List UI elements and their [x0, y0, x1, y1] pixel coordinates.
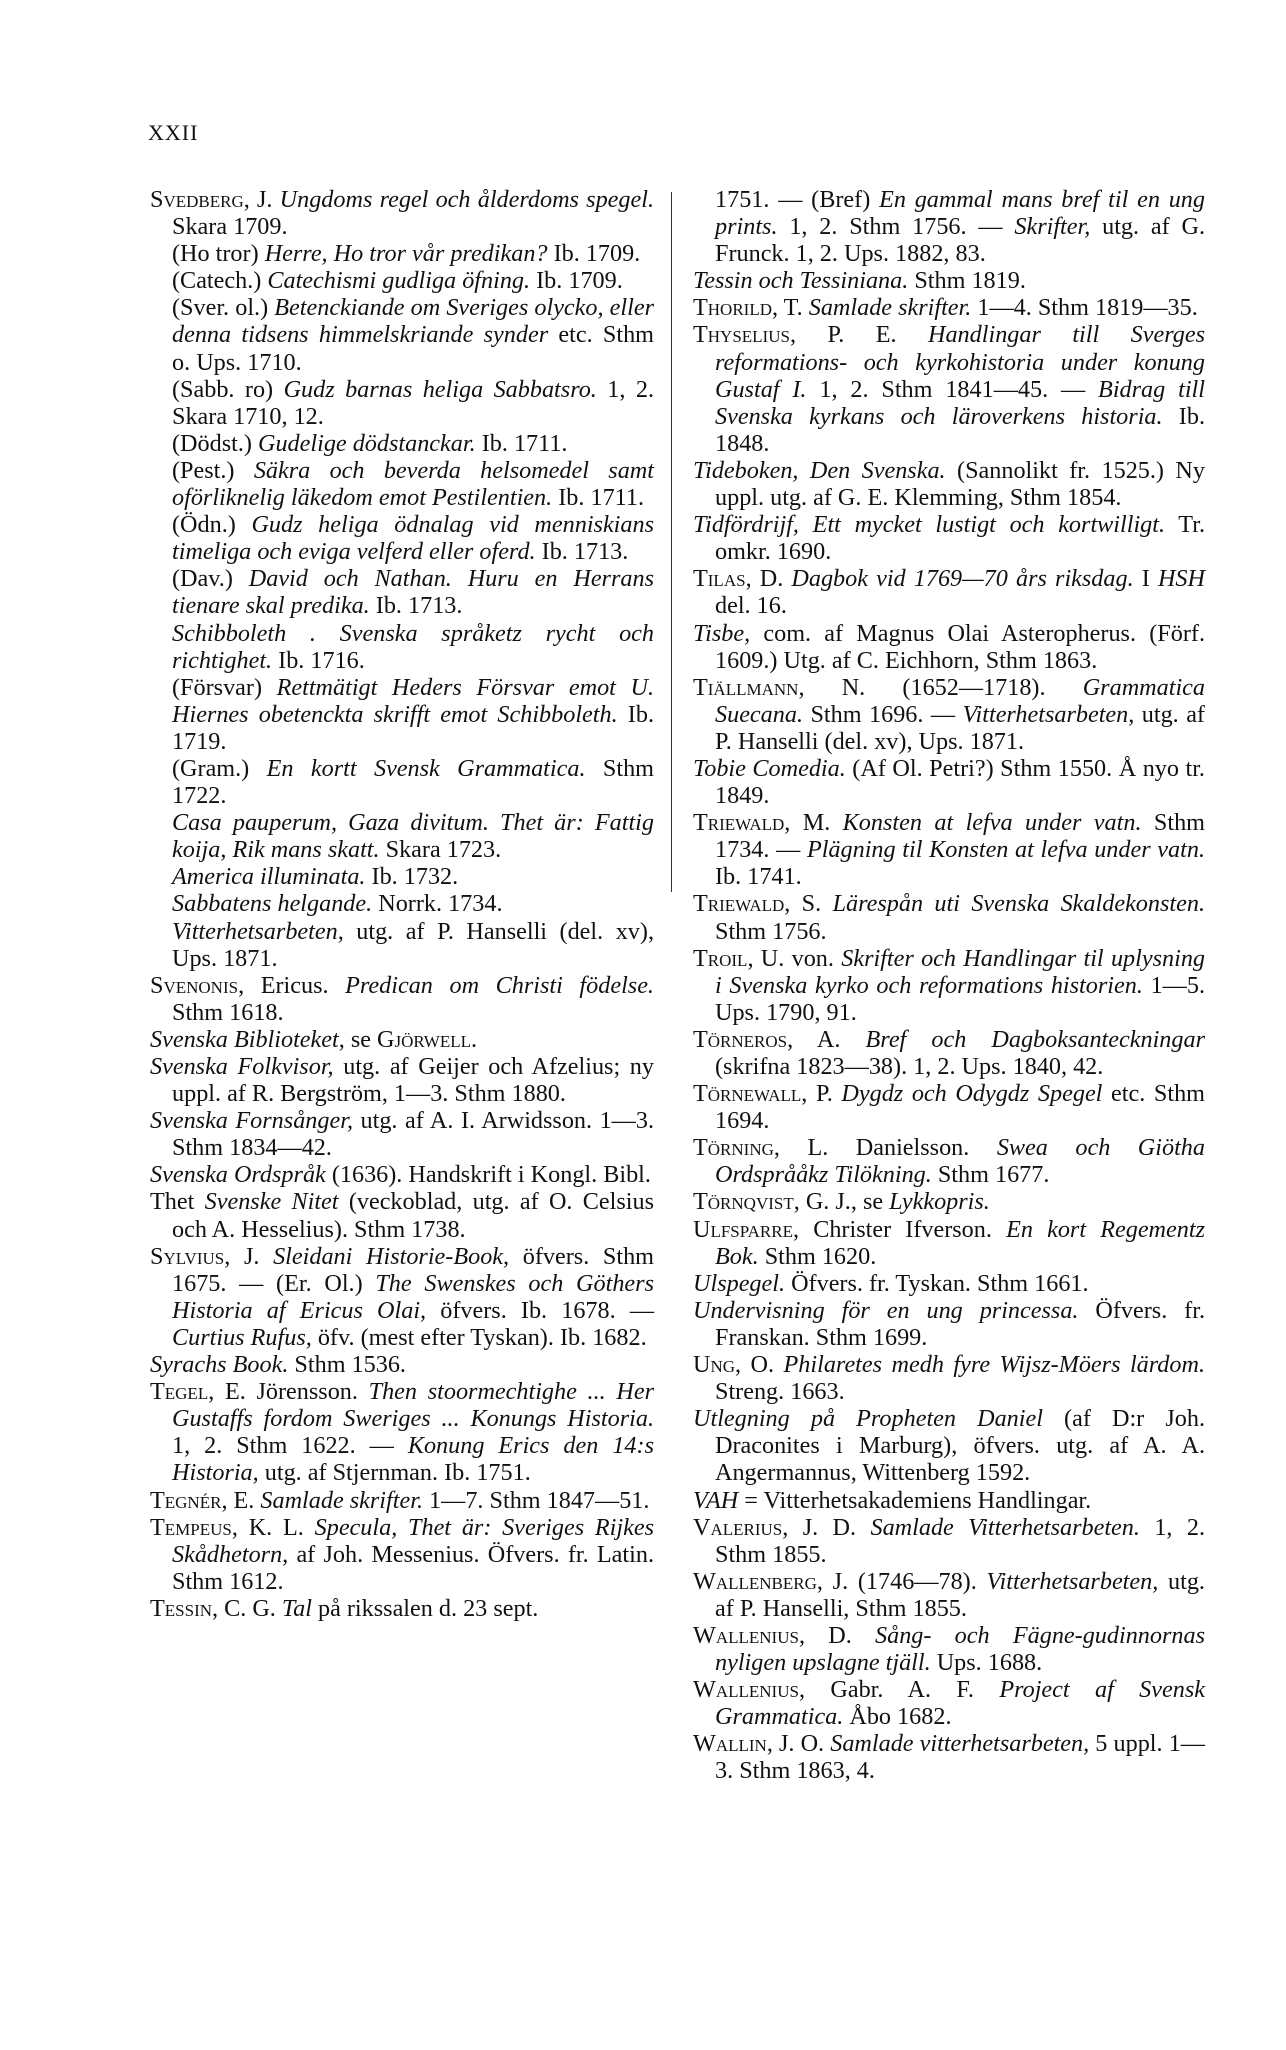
right-column-entry: Ulspegel. Öfvers. fr. Tyskan. Sthm 1661. [693, 1269, 1089, 1297]
left-column-entry: (Pest.) Säkra och beverda helsomedel samt oförliknelig läkedom emot Pestilentien. Ib. 1711. [172, 456, 654, 512]
right-column-entry: Triewald, S. Lärespån uti Svenska Skaldekonsten. Sthm 1756. [693, 890, 1205, 945]
left-column-entry: Svenska Biblioteket, se Gjörwell. [150, 1025, 478, 1053]
left-column-entry: Svenska Fornsånger, utg. af A. I. Arwidsson. 1—3. Sthm 1834—42. [150, 1107, 655, 1162]
right-column-entry: Tiällmann, N. (1652—1718). Grammatica Suecana. Sthm 1696. — Vitterhetsarbeten, utg. af P. Hanselli (del. xv), Ups. 1871. [693, 673, 1205, 755]
column-divider [671, 192, 672, 892]
left-column-entry: Svenska Ordspråk (1636). Handskrift i Kongl. Bibl. [150, 1161, 651, 1189]
right-column-entry: Ulfsparre, Christer Ifverson. En kort Regementz Bok. Sthm 1620. [693, 1215, 1205, 1270]
right-column-entry: Törnqvist, G. J., se Lykkopris. [693, 1188, 990, 1216]
left-column-entry: Vitterhetsarbeten, utg. af P. Hanselli (del. xv), Ups. 1871. [172, 917, 654, 972]
right-column-entry: Triewald, M. Konsten at lefva under vatn. Sthm 1734. — Plägning til Konsten at lefva under vatn. Ib. 1741. [693, 809, 1205, 891]
right-column [693, 186, 1205, 1785]
right-column-entry: Utlegning på Propheten Daniel (af D:r Joh. Draconites i Marburg), öfvers. utg. af A. A. Angermannus, Wittenberg 1592. [693, 1405, 1205, 1487]
right-column-entry: Tobie Comedia. (Af Ol. Petri?) Sthm 1550. Å nyo tr. 1849. [693, 754, 1205, 810]
left-column-entry: (Dav.) David och Nathan. Huru en Herrans tienare skal predika. Ib. 1713. [172, 565, 654, 620]
right-column-entry: Troil, U. von. Skrifter och Handlingar til uplysning i Svenska kyrko och reformations historien. 1—5. Ups. 1790, 91. [693, 944, 1206, 1026]
right-column-entry: Tidfördrijf, Ett mycket lustigt och kortwilligt. Tr. omkr. 1690. [693, 511, 1205, 566]
left-column-entry: Sabbatens helgande. Norrk. 1734. [172, 890, 503, 918]
left-column-entry: Svedberg, J. Ungdoms regel och ålderdoms spegel. Skara 1709. [150, 186, 654, 241]
right-column-entry: 1751. — (Bref) En gammal mans bref til en ung prints. 1, 2. Sthm 1756. — Skrifter, utg. af G. Frunck. 1, 2. Ups. 1882, 83. [715, 186, 1205, 268]
right-column-entry: VAH = Vitterhetsakademiens Handlingar. [693, 1486, 1092, 1514]
right-column-entry: Ung, O. Philaretes medh fyre Wijsz-Möers lärdom. Streng. 1663. [693, 1351, 1205, 1406]
left-column-entry: (Gram.) En kortt Svensk Grammatica. Sthm 1722. [172, 754, 654, 810]
left-column-entry: (Dödst.) Gudelige dödstanckar. Ib. 1711. [172, 429, 568, 457]
left-column-entry: (Sver. ol.) Betenckiande om Sveriges olycko, eller denna tidsens himmelskriande synder etc. Sthm o. Ups. 1710. [172, 294, 654, 376]
left-column-entry: (Ödn.) Gudz heliga ödnalag vid menniskians timeliga och eviga velferd eller oferd. Ib. 1713. [172, 511, 655, 566]
left-column-entry: Casa pauperum, Gaza divitum. Thet är: Fattig koija, Rik mans skatt. Skara 1723. [172, 809, 654, 864]
right-column-entry: Thyselius, P. E. Handlingar till Sverges reformations- och kyrkohistoria under konung Gustaf I. 1, 2. Sthm 1841—45. — Bidrag till Svenska kyrkans och läroverkens historia. Ib. 1848. [693, 321, 1205, 457]
right-column-entry: Undervisning för en ung princessa. Öfvers. fr. Franskan. Sthm 1699. [693, 1296, 1205, 1351]
left-column-entry: (Sabb. ro) Gudz barnas heliga Sabbatsro. 1, 2. Skara 1710, 12. [172, 375, 655, 430]
left-column-entry: Thet Svenske Nitet (veckoblad, utg. af O. Celsius och A. Hesselius). Sthm 1738. [150, 1188, 655, 1243]
left-column-entry: Svenska Folkvisor, utg. af Geijer och Afzelius; ny uppl. af R. Bergström, 1—3. Sthm 1880. [150, 1053, 654, 1108]
left-column [150, 186, 654, 1622]
left-column-entry: (Försvar) Rettmätigt Heders Försvar emot U. Hiernes obetenckta skrifft emot Schibboleth. Ib. 1719. [172, 673, 654, 755]
right-column-entry: Wallenius, Gabr. A. F. Project af Svensk Grammatica. Åbo 1682. [693, 1676, 1205, 1731]
left-column-entry: Tessin, C. G. Tal på rikssalen d. 23 sept. [150, 1594, 539, 1622]
left-column-entry: Tegnér, E. Samlade skrifter. 1—7. Sthm 1847—51. [150, 1486, 650, 1514]
right-column-entry: Törning, L. Danielsson. Swea och Giötha Ordsprååkz Tilökning. Sthm 1677. [693, 1134, 1205, 1189]
right-column-entry: Tisbe, com. af Magnus Olai Asteropherus. (Förf. 1609.) Utg. af C. Eichhorn, Sthm 1863. [693, 619, 1205, 674]
right-column-entry: Tideboken, Den Svenska. (Sannolikt fr. 1525.) Ny uppl. utg. af G. E. Klemming, Sthm 1854. [693, 456, 1205, 512]
right-column-entry: Wallenberg, J. (1746—78). Vitterhetsarbeten, utg. af P. Hanselli, Sthm 1855. [693, 1567, 1205, 1622]
left-column-entry: Sylvius, J. Sleidani Historie-Book, öfvers. Sthm 1675. — (Er. Ol.) The Swenskes och Göthers Historia af Ericus Olai, öfvers. Ib. 1678. — Curtius Rufus, öfv. (mest efter Tyskan). Ib. 1682. [150, 1242, 655, 1351]
right-column-entry: Törnewall, P. Dygdz och Odygdz Spegel etc. Sthm 1694. [693, 1080, 1205, 1135]
right-column-entry: Thorild, T. Samlade skrifter. 1—4. Sthm 1819—35. [693, 294, 1198, 322]
right-column-entry: Tilas, D. Dagbok vid 1769—70 års riksdag. I HSH del. 16. [693, 565, 1205, 620]
left-column-entry: (Catech.) Catechismi gudliga öfning. Ib. 1709. [172, 267, 623, 295]
right-column-entry: Wallin, J. O. Samlade vitterhetsarbeten, 5 uppl. 1—3. Sthm 1863, 4. [693, 1730, 1205, 1785]
right-column-entry: Tessin och Tessiniana. Sthm 1819. [693, 267, 1026, 295]
right-column-entry: Valerius, J. D. Samlade Vitterhetsarbeten. 1, 2. Sthm 1855. [693, 1513, 1205, 1568]
right-column-entry: Wallenius, D. Sång- och Fägne-gudinnornas nyligen upslagne tjäll. Ups. 1688. [693, 1621, 1205, 1677]
left-column-entry: Tempeus, K. L. Specula, Thet är: Sveriges Rijkes Skådhetorn, af Joh. Messenius. Öfvers. fr. Latin. Sthm 1612. [150, 1513, 654, 1595]
right-column-entry: Törneros, A. Bref och Dagboksanteckningar (skrifna 1823—38). 1, 2. Ups. 1840, 42. [693, 1025, 1205, 1080]
left-column-entry: Schibboleth . Svenska språketz rycht och richtighet. Ib. 1716. [172, 619, 654, 674]
page-number: XXII [148, 120, 199, 145]
left-column-entry: America illuminata. Ib. 1732. [172, 863, 459, 891]
left-column-entry: (Ho tror) Herre, Ho tror vår predikan? Ib. 1709. [172, 240, 641, 268]
left-column-entry: Tegel, E. Jörensson. Then stoormechtighe ... Her Gustaffs fordom Sweriges ... Konungs Historia. 1, 2. Sthm 1622. — Konung Erics den 14:s Historia, utg. af Stjernman. Ib. 1751. [150, 1378, 654, 1487]
left-column-entry: Syrachs Book. Sthm 1536. [150, 1351, 406, 1379]
left-column-entry: Svenonis, Ericus. Predican om Christi födelse. Sthm 1618. [150, 971, 654, 1026]
